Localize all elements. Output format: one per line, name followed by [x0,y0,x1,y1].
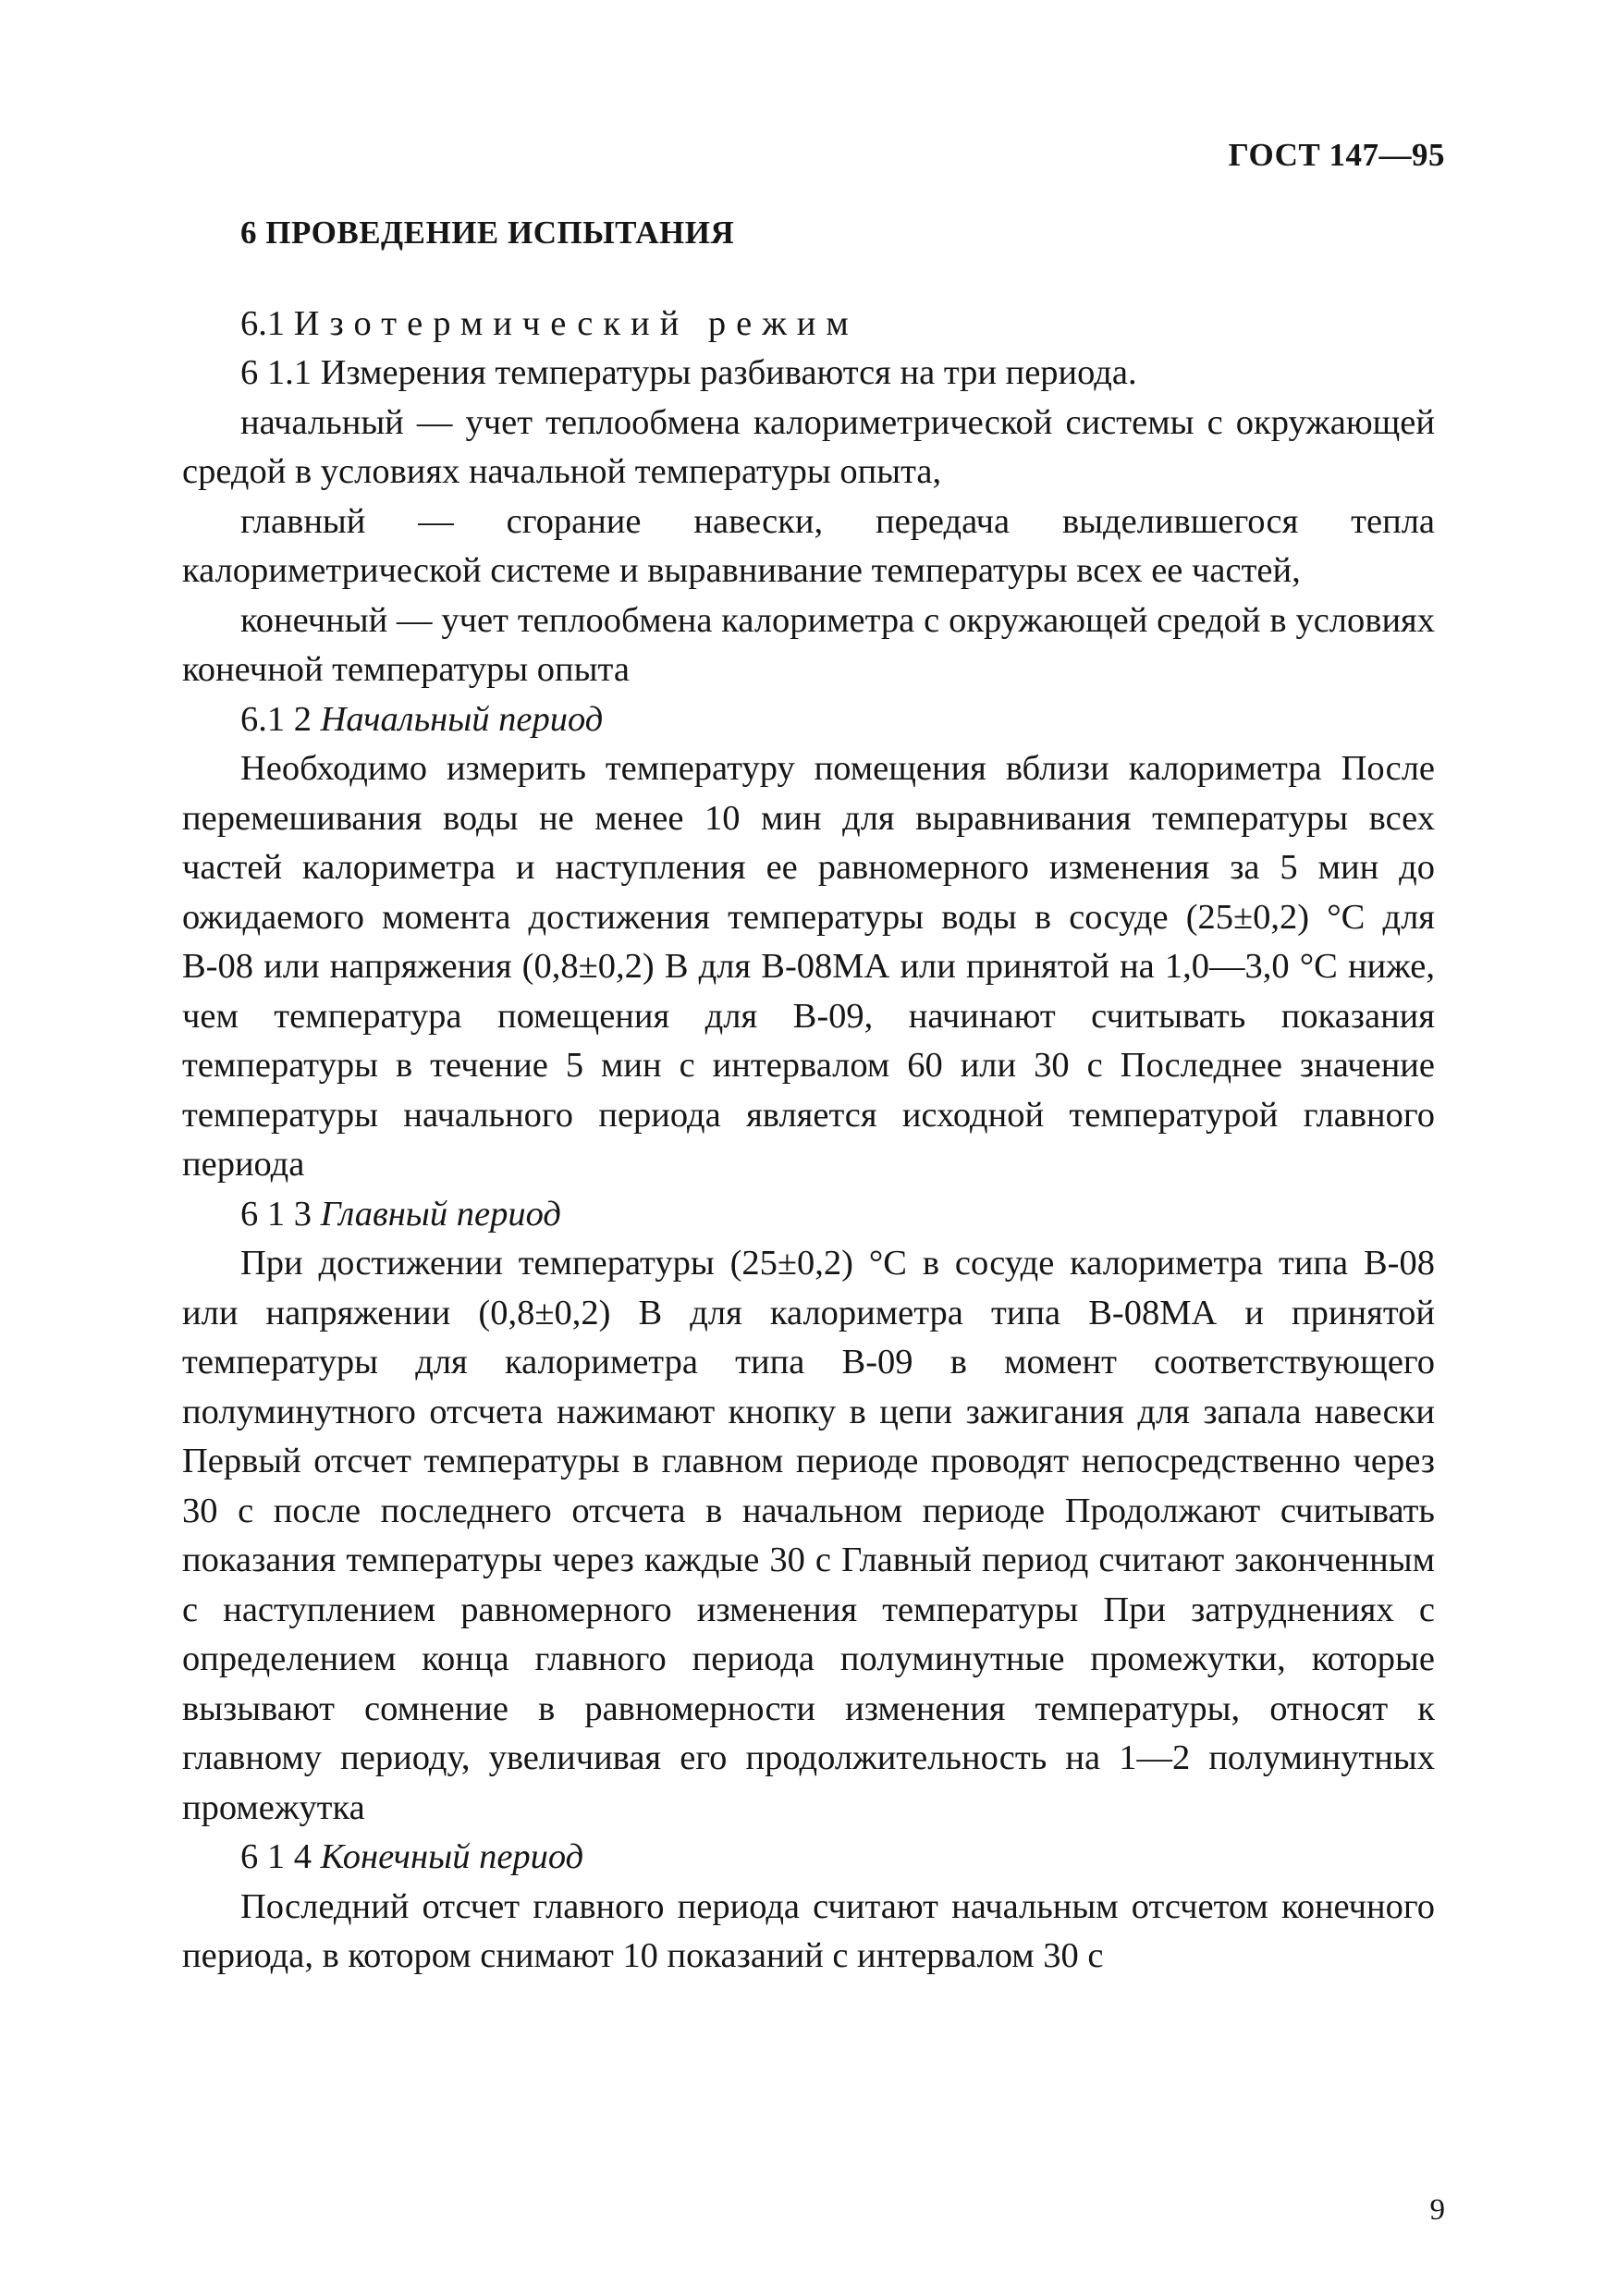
heading-6-1-4 [182,1833,1435,1883]
heading-title: Конечный период [320,1837,584,1876]
heading-number: 6 1 4 [240,1837,312,1876]
heading-6-1-2 [182,695,1435,745]
subsection-heading [182,300,1435,350]
period-initial: начальный — учет теплообмена калориметрической системы с окружающей средой в условиях начальной температуры опыта, [182,402,1435,491]
heading-6-1-3 [182,1190,1435,1240]
paragraph-6-1-1: 6 1.1 Измерения температуры разбиваются на три периода. [240,353,1137,392]
paragraph-6-1-4: Последний отсчет главного периода считают начальным отсчетом конечного периода, в котором снимают 10 показаний с интервалом 30 с [182,1886,1435,1975]
section-title: 6 ПРОВЕДЕНИЕ ИСПЫТАНИЯ [240,215,735,251]
paragraph-6-1-2: Необходимо измерить температуру помещения вблизи калориметра После перемешивания воды не менее 10 мин для выравнивания температуры всех частей калориметра и наступления ее равномерного изменения за 5 мин до ожидаемого момента достижения температуры воды в сосуде (25±0,2) °С для В-08 или напряжения (0,8±0,2) В для В-08МА или принятой на 1,0—3,0 °С ниже, чем температура помещения для В-09, начинают считывать показания температуры в течение 5 мин с интервалом 60 или 30 с Последнее значение температуры начального периода является исходной температурой главного периода [182,749,1435,1184]
standard-code: ГОСТ 147—95 [1228,137,1445,173]
heading-number: 6.1 2 [240,699,312,739]
heading-title: Главный период [320,1194,561,1234]
document-body [182,208,1435,1982]
heading-title: Начальный период [320,699,604,739]
page-number: 9 [1429,2193,1445,2227]
heading-number: 6 1 3 [240,1194,312,1234]
subsection-number: 6.1 [240,303,286,343]
period-main: главный — сгорание навески, передача выделившегося тепла калориметрической системе и выравнивание температуры всех ее частей, [182,501,1435,590]
period-final: конечный — учет теплообмена калориметра с окружающей средой в условиях конечной температуры опыта [182,600,1435,689]
paragraph-6-1-3: При достижении температуры (25±0,2) °С в сосуде калориметра типа В-08 или напряжении (0,8±0,2) В для калориметра типа В-08МА и принятой температуры для калориметра типа В-09 в момент соответствующего полуминутного отсчета нажимают кнопку в цепи зажигания для запала навески Первый отсчет температуры в главном периоде проводят непосредственно через 30 с после последнего отсчета в начальном периоде Продолжают считывать показания температуры через каждые 30 с Главный период считают законченным с наступлением равномерного изменения температуры При затруднениях с определением конца главного периода полуминутные промежутки, которые вызывают сомнение в равномерности изменения температуры, относят к главному периоду, увеличивая его продолжительность на 1—2 полуминутных промежутка [182,1244,1435,1827]
subsection-title: Изотермический режим [293,303,859,343]
